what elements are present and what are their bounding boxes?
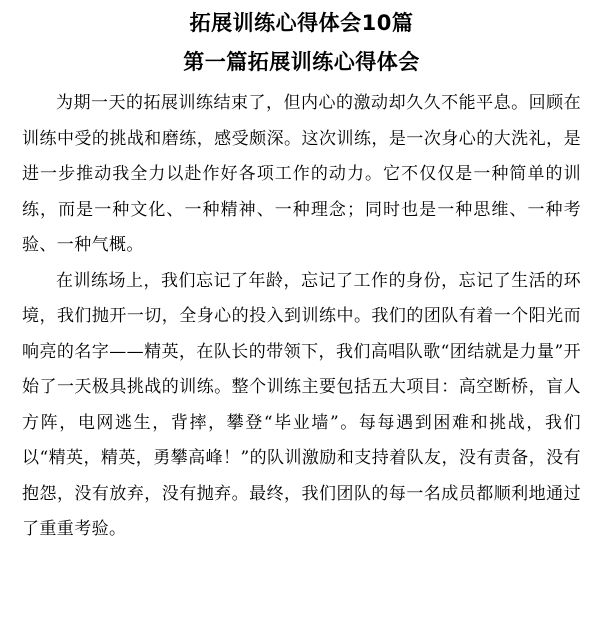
document-subtitle: 第一篇拓展训练心得体会 xyxy=(183,50,420,74)
paragraph-1: 为期一天的拓展训练结束了，但内心的激动却久久不能平息。回顾在训练中受的挑战和磨练，感受颇深。这次训练，是一次身心的大洗礼，是进一步推动我全力以赴作好各项工作的动力。它不仅仅是一种简单的训练，而是一种文化、一种精神、一种理念；同时也是一种思维、一种考验、一种气概。 xyxy=(22,93,581,255)
paragraph-2: 在训练场上，我们忘记了年龄，忘记了工作的身份，忘记了生活的环境，我们抛开一切，全身心的投入到训练中。我们的团队有着一个阳光而响亮的名字——精英，在队长的带领下，我们高唱队歌“团结就是力量”开始了一天极具挑战的训练。整个训练主要包括五大项目：高空断桥，盲人方阵，电网逃生，背摔，攀登“毕业墙”。每每遇到困难和挑战，我们以“精英，精英，勇攀高峰！”的队训激励和支持着队友，没有责备，没有抱怨，没有放弃，没有抛弃。最终，我们团队的每一名成员都顺利地通过了重重考验。 xyxy=(22,270,581,539)
document-title: 拓展训练心得体会10篇 xyxy=(189,11,414,35)
